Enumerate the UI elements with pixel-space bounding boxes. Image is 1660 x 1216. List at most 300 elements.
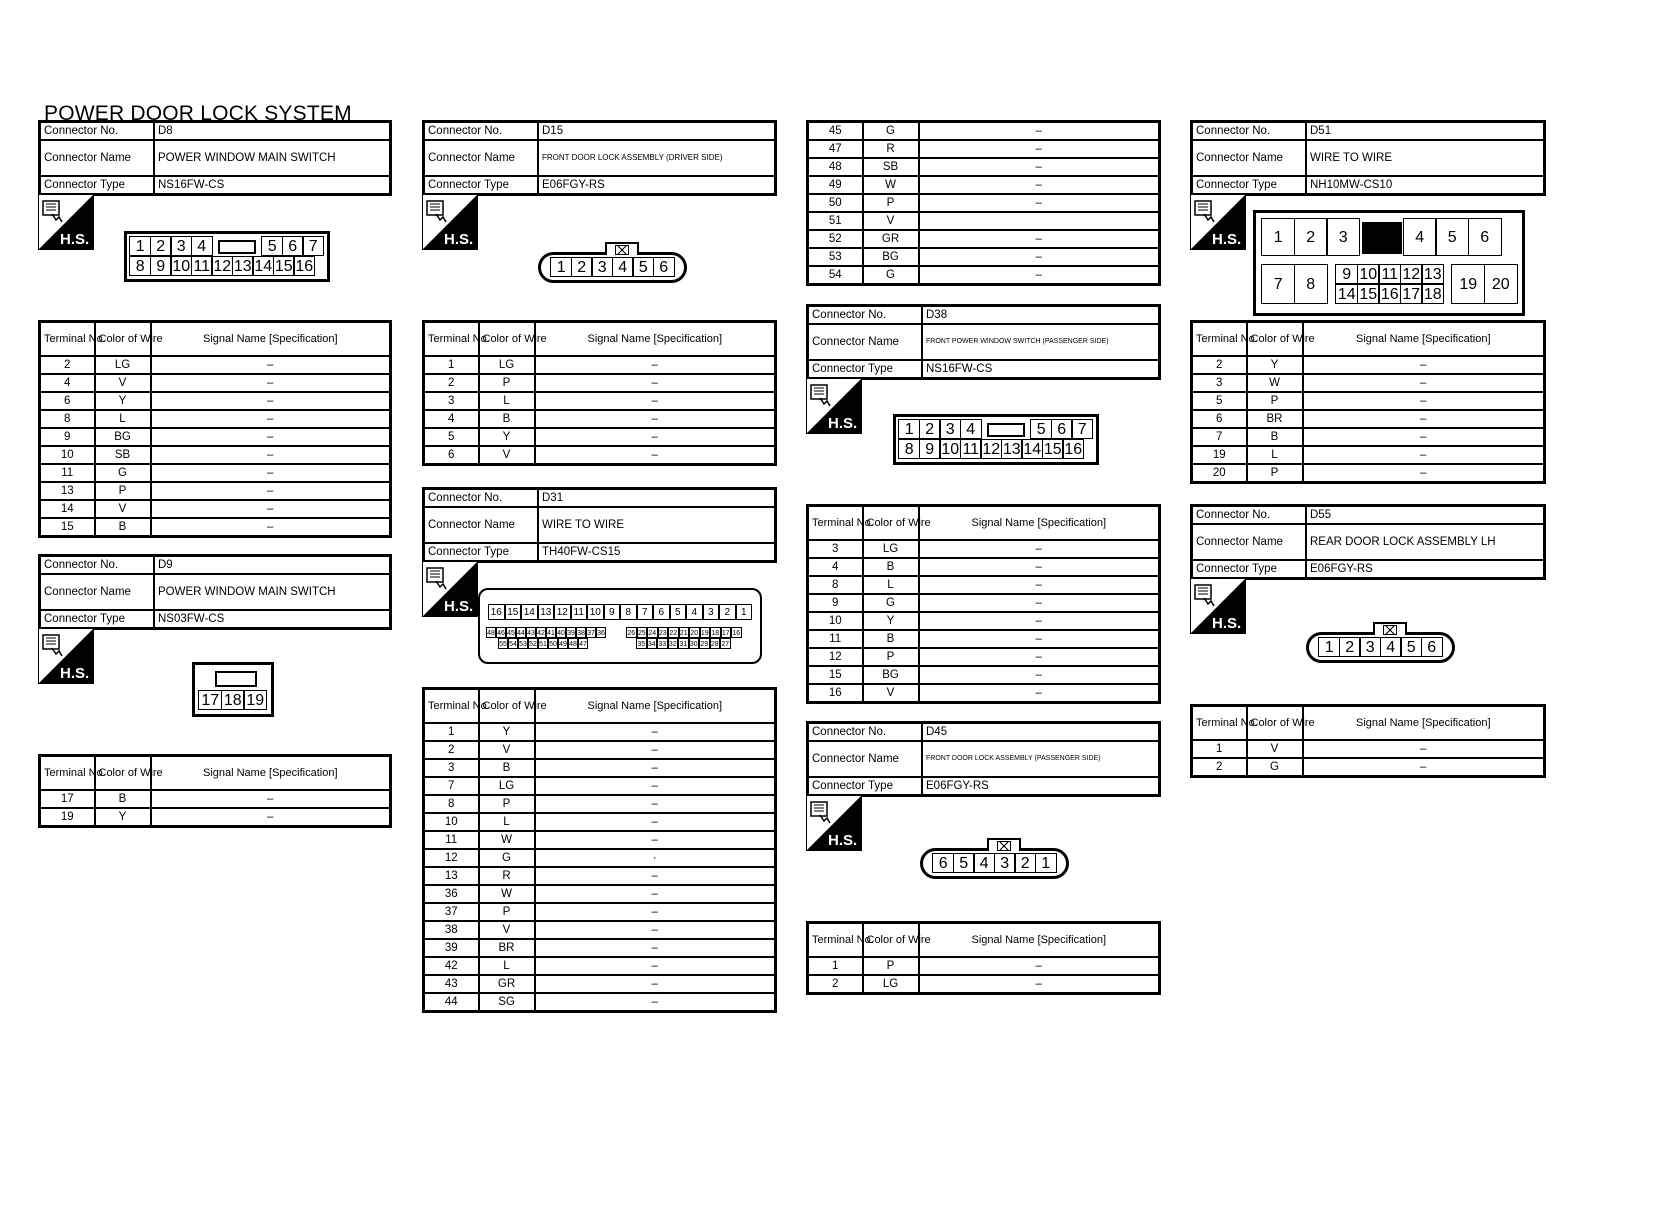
signal-name-cell: – <box>1303 446 1545 464</box>
wire-color-cell: W <box>479 885 535 903</box>
table-row <box>424 957 776 975</box>
wire-color-cell: P <box>863 648 919 666</box>
connector-pin: 9 <box>1335 264 1358 284</box>
connector-pin: 6 <box>653 604 670 620</box>
signal-name-cell: – <box>535 356 776 374</box>
signal-name-cell: – <box>535 723 776 741</box>
connector-type-value: NH10MW-CS10 <box>1306 176 1545 195</box>
signal-name-cell: – <box>535 831 776 849</box>
connector-pin: 10 <box>170 256 192 276</box>
connector-pin: 16 <box>1378 284 1401 304</box>
wire-color-cell: Y <box>479 428 535 446</box>
terminal-no-cell: 5 <box>1192 392 1247 410</box>
table-row <box>424 356 776 374</box>
connector-pin <box>1362 222 1402 254</box>
connector-name-value: POWER WINDOW MAIN SWITCH <box>154 574 391 610</box>
wire-color-cell: B <box>1247 428 1303 446</box>
label-connector-no: Connector No. <box>808 723 923 742</box>
harness-side-icon <box>38 194 94 250</box>
table-row <box>424 921 776 939</box>
table-row <box>1192 392 1545 410</box>
table-row <box>424 831 776 849</box>
connector-pin: 8 <box>620 604 637 620</box>
connector-d31-diagram <box>478 588 762 664</box>
header-color-of-wire: Color of Wire <box>1247 322 1303 357</box>
connector-pin: 44 <box>516 627 526 638</box>
connector-pin: 54 <box>508 638 518 649</box>
terminal-no-cell: 12 <box>808 648 863 666</box>
connector-pin: 28 <box>710 638 721 649</box>
terminal-no-cell: 3 <box>808 540 863 558</box>
connector-pin: 41 <box>546 627 556 638</box>
table-row <box>808 140 1160 158</box>
terminal-no-cell: 52 <box>808 230 863 248</box>
header-terminal-no: Terminal No. <box>40 756 95 791</box>
terminal-no-cell: 4 <box>40 374 95 392</box>
terminal-no-cell: 6 <box>424 446 479 465</box>
connector-d45-terminals <box>806 921 1161 995</box>
signal-name-cell: – <box>151 790 391 808</box>
connector-pin: 42 <box>536 627 546 638</box>
terminal-no-cell: 16 <box>808 684 863 703</box>
terminal-no-cell: 3 <box>1192 374 1247 392</box>
connector-pin: 5 <box>1400 637 1422 657</box>
table-row <box>1192 758 1545 777</box>
connector-d15-diagram <box>538 252 687 283</box>
connector-no-value: D55 <box>1306 506 1545 525</box>
connector-name-value: WIRE TO WIRE <box>538 507 776 543</box>
signal-name-cell: – <box>1303 410 1545 428</box>
connector-d8-terminals <box>38 320 392 538</box>
connector-d9-terminals <box>38 754 392 828</box>
table-row <box>40 374 391 392</box>
connector-type-value: E06FGY-RS <box>922 777 1160 796</box>
terminal-no-cell: 7 <box>1192 428 1247 446</box>
connector-pin: 46 <box>496 627 506 638</box>
connector-pin: 21 <box>679 627 690 638</box>
svg-text:H.S.: H.S. <box>1212 231 1242 248</box>
wire-color-cell: P <box>1247 392 1303 410</box>
terminal-no-cell: 36 <box>424 885 479 903</box>
connector-pin: 20 <box>689 627 700 638</box>
signal-name-cell: – <box>1303 740 1545 758</box>
terminal-no-cell: 15 <box>808 666 863 684</box>
connector-type-value: NS16FW-CS <box>154 176 391 195</box>
connector-d8-diagram <box>124 231 330 282</box>
connector-type-value: E06FGY-RS <box>1306 560 1545 579</box>
connector-d8-info <box>38 120 392 196</box>
connector-pin: 15 <box>1042 439 1064 459</box>
wire-color-cell: V <box>479 446 535 465</box>
connector-pin: 1 <box>1261 218 1295 256</box>
connector-pin: 17 <box>198 690 222 710</box>
harness-side-icon <box>806 795 862 851</box>
connector-pin: 36 <box>596 627 606 638</box>
signal-name-cell: – <box>919 666 1160 684</box>
wire-color-cell: V <box>95 500 151 518</box>
harness-side-icon <box>38 628 94 684</box>
table-row <box>424 867 776 885</box>
table-row <box>40 428 391 446</box>
wire-color-cell: B <box>95 790 151 808</box>
terminal-no-cell: 1 <box>424 356 479 374</box>
label-connector-type: Connector Type <box>1192 176 1307 195</box>
terminal-no-cell: 48 <box>808 158 863 176</box>
connector-pin: 22 <box>668 627 679 638</box>
connector-pin: 2 <box>1339 637 1361 657</box>
wire-color-cell: G <box>863 266 919 285</box>
terminal-no-cell: 13 <box>40 482 95 500</box>
signal-name-cell: – <box>535 867 776 885</box>
terminal-no-cell: 2 <box>40 356 95 374</box>
terminal-no-cell: 9 <box>808 594 863 612</box>
table-row <box>424 410 776 428</box>
connector-pin: 6 <box>1051 419 1073 439</box>
connector-pin: 4 <box>612 257 634 277</box>
connector-type-value: NS03FW-CS <box>154 610 391 629</box>
table-row <box>808 230 1160 248</box>
svg-text:H.S.: H.S. <box>444 598 474 615</box>
wire-color-cell: BG <box>863 666 919 684</box>
connector-latch <box>215 671 257 687</box>
connector-pin: 9 <box>150 256 172 276</box>
wire-color-cell: LG <box>863 540 919 558</box>
connector-pin: 29 <box>699 638 710 649</box>
header-signal-name: Signal Name [Specification] <box>1303 322 1545 357</box>
connector-name-value: FRONT POWER WINDOW SWITCH (PASSENGER SIDE) <box>922 324 1160 360</box>
connector-pin <box>218 240 256 254</box>
terminal-no-cell: 43 <box>424 975 479 993</box>
header-color-of-wire: Color of Wire <box>95 322 151 357</box>
table-row <box>808 666 1160 684</box>
connector-pin: 52 <box>528 638 538 649</box>
table-row <box>424 813 776 831</box>
connector-pin <box>987 423 1025 437</box>
header-signal-name: Signal Name [Specification] <box>151 756 391 791</box>
connector-pin: 30 <box>689 638 700 649</box>
connector-pin: 48 <box>568 638 578 649</box>
wire-color-cell: L <box>479 392 535 410</box>
signal-name-cell: – <box>919 684 1160 703</box>
header-color-of-wire: Color of Wire <box>479 322 535 357</box>
connector-pin: 15 <box>273 256 295 276</box>
wire-color-cell: LG <box>479 356 535 374</box>
table-row <box>808 576 1160 594</box>
terminal-no-cell: 2 <box>808 975 863 994</box>
connector-pin: 17 <box>721 627 732 638</box>
connector-d31-terminals-continued <box>806 120 1161 286</box>
connector-pin: 2 <box>571 257 593 277</box>
wire-color-cell: BG <box>95 428 151 446</box>
header-color-of-wire: Color of Wire <box>863 923 919 958</box>
table-row <box>40 808 391 827</box>
signal-name-cell: – <box>151 482 391 500</box>
table-row <box>808 648 1160 666</box>
table-row <box>424 759 776 777</box>
connector-pin: 5 <box>632 257 654 277</box>
wire-color-cell: G <box>95 464 151 482</box>
table-row <box>1192 428 1545 446</box>
connector-pin: 4 <box>960 419 982 439</box>
label-connector-name: Connector Name <box>424 140 539 176</box>
connector-no-value: D31 <box>538 489 776 508</box>
connector-no-value: D45 <box>922 723 1160 742</box>
connector-pin: 51 <box>538 638 548 649</box>
connector-d38-info <box>806 304 1161 380</box>
connector-pin: 13 <box>538 604 555 620</box>
wire-color-cell: B <box>863 630 919 648</box>
signal-name-cell: – <box>151 356 391 374</box>
signal-name-cell: – <box>919 158 1160 176</box>
connector-pin: 13 <box>1001 439 1023 459</box>
wire-color-cell: W <box>863 176 919 194</box>
terminal-no-cell: 4 <box>808 558 863 576</box>
connector-pin: 1 <box>898 419 920 439</box>
connector-d31-info <box>422 487 777 563</box>
connector-pin: 6 <box>282 236 304 256</box>
connector-pin: 3 <box>591 257 613 277</box>
terminal-no-cell: 38 <box>424 921 479 939</box>
connector-pin: 12 <box>211 256 233 276</box>
connector-pin: 4 <box>1403 218 1437 256</box>
connector-pin: 19 <box>243 690 267 710</box>
harness-side-icon <box>422 194 478 250</box>
signal-name-cell: – <box>919 230 1160 248</box>
connector-pin: 23 <box>658 627 669 638</box>
header-signal-name: Signal Name [Specification] <box>919 923 1160 958</box>
table-row <box>808 630 1160 648</box>
signal-name-cell: – <box>535 741 776 759</box>
terminal-no-cell: 11 <box>40 464 95 482</box>
connector-pin: 3 <box>939 419 961 439</box>
signal-name-cell: – <box>919 975 1160 994</box>
wire-color-cell: V <box>479 921 535 939</box>
label-connector-no: Connector No. <box>40 122 155 141</box>
connector-pin: 34 <box>647 638 658 649</box>
connector-d51-info <box>1190 120 1546 196</box>
header-terminal-no: Terminal No. <box>808 923 863 958</box>
connector-type-value: TH40FW-CS15 <box>538 543 776 562</box>
signal-name-cell: – <box>535 428 776 446</box>
signal-name-cell: – <box>535 921 776 939</box>
connector-pin: 37 <box>586 627 596 638</box>
connector-pin: 6 <box>1468 218 1502 256</box>
svg-text:H.S.: H.S. <box>1212 615 1242 632</box>
signal-name-cell: – <box>151 446 391 464</box>
connector-pin: 3 <box>703 604 720 620</box>
terminal-no-cell: 39 <box>424 939 479 957</box>
table-row <box>808 194 1160 212</box>
header-signal-name: Signal Name [Specification] <box>1303 706 1545 741</box>
connector-pin: 48 <box>486 627 496 638</box>
signal-name-cell: – <box>535 885 776 903</box>
connector-pin: 26 <box>626 627 637 638</box>
connector-pin: 5 <box>953 853 975 873</box>
table-row <box>424 374 776 392</box>
connector-pin: 12 <box>1400 264 1423 284</box>
terminal-no-cell: 8 <box>40 410 95 428</box>
wire-color-cell: BG <box>863 248 919 266</box>
wire-color-cell: Y <box>479 723 535 741</box>
connector-pin: 2 <box>1014 853 1036 873</box>
connector-latch <box>605 242 639 255</box>
signal-name-cell: – <box>535 446 776 465</box>
connector-pin: 15 <box>1357 284 1380 304</box>
connector-no-value: D51 <box>1306 122 1545 141</box>
signal-name-cell: – <box>535 993 776 1012</box>
table-row <box>1192 374 1545 392</box>
header-terminal-no: Terminal No. <box>40 322 95 357</box>
table-row <box>424 939 776 957</box>
connector-pin: 11 <box>1378 264 1401 284</box>
signal-name-cell: – <box>919 630 1160 648</box>
wire-color-cell: BR <box>1247 410 1303 428</box>
label-connector-name: Connector Name <box>1192 524 1307 560</box>
wire-color-cell: SB <box>95 446 151 464</box>
table-row <box>424 723 776 741</box>
terminal-no-cell: 17 <box>40 790 95 808</box>
connector-d51-diagram <box>1253 210 1525 316</box>
table-row <box>808 248 1160 266</box>
connector-name-value: FRONT DOOR LOCK ASSEMBLY (PASSENGER SIDE) <box>922 741 1160 777</box>
signal-name-cell: – <box>919 194 1160 212</box>
table-row <box>424 392 776 410</box>
connector-pin: 7 <box>1261 264 1295 304</box>
signal-name-cell: – <box>919 594 1160 612</box>
terminal-no-cell: 42 <box>424 957 479 975</box>
connector-pin: 9 <box>604 604 621 620</box>
connector-pin: 4 <box>686 604 703 620</box>
terminal-no-cell: 4 <box>424 410 479 428</box>
signal-name-cell: – <box>535 813 776 831</box>
table-row <box>424 428 776 446</box>
wire-color-cell: B <box>479 759 535 777</box>
header-terminal-no: Terminal No. <box>424 689 479 724</box>
signal-name-cell <box>919 212 1160 230</box>
svg-text:H.S.: H.S. <box>828 832 858 849</box>
connector-pin: 24 <box>647 627 658 638</box>
signal-name-cell: – <box>1303 758 1545 777</box>
wire-color-cell: R <box>863 140 919 158</box>
connector-pin: 11 <box>960 439 982 459</box>
connector-pin: 6 <box>653 257 675 277</box>
table-row <box>424 446 776 465</box>
connector-pin: 1 <box>550 257 572 277</box>
terminal-no-cell: 9 <box>40 428 95 446</box>
page-title: POWER DOOR LOCK SYSTEM <box>44 102 352 125</box>
wire-color-cell: G <box>1247 758 1303 777</box>
terminal-no-cell: 10 <box>808 612 863 630</box>
svg-text:H.S.: H.S. <box>828 415 858 432</box>
connector-pin: 6 <box>932 853 954 873</box>
connector-pin: 2 <box>719 604 736 620</box>
header-color-of-wire: Color of Wire <box>479 689 535 724</box>
signal-name-cell: – <box>1303 374 1545 392</box>
connector-pin: 8 <box>129 256 151 276</box>
label-connector-name: Connector Name <box>1192 140 1307 176</box>
table-row <box>40 464 391 482</box>
harness-side-icon <box>422 561 478 617</box>
label-connector-type: Connector Type <box>808 360 923 379</box>
connector-pin: 5 <box>670 604 687 620</box>
connector-pin: 4 <box>973 853 995 873</box>
table-row <box>808 975 1160 994</box>
connector-pin: 5 <box>261 236 283 256</box>
label-connector-type: Connector Type <box>40 610 155 629</box>
harness-side-icon <box>806 378 862 434</box>
terminal-no-cell: 49 <box>808 176 863 194</box>
connector-pin: 40 <box>556 627 566 638</box>
connector-d45-info <box>806 721 1161 797</box>
connector-pin: 16 <box>293 256 315 276</box>
connector-d45-diagram <box>920 848 1069 879</box>
terminal-no-cell: 19 <box>1192 446 1247 464</box>
connector-pin: 49 <box>558 638 568 649</box>
connector-pin: 18 <box>1421 284 1444 304</box>
wire-color-cell: L <box>479 813 535 831</box>
terminal-no-cell: 12 <box>424 849 479 867</box>
connector-pin: 11 <box>191 256 213 276</box>
connector-pin: 32 <box>668 638 679 649</box>
connector-pin: 13 <box>1421 264 1444 284</box>
wire-color-cell: V <box>479 741 535 759</box>
label-connector-type: Connector Type <box>40 176 155 195</box>
connector-pin: 5 <box>1030 419 1052 439</box>
table-row <box>40 356 391 374</box>
connector-pin: 16 <box>488 604 505 620</box>
wire-color-cell: G <box>479 849 535 867</box>
connector-pin: 38 <box>576 627 586 638</box>
connector-pin: 8 <box>1294 264 1328 304</box>
connector-name-value: FRONT DOOR LOCK ASSEMBLY (DRIVER SIDE) <box>538 140 776 176</box>
connector-pin: 45 <box>506 627 516 638</box>
connector-pin: 19 <box>1451 264 1485 304</box>
wire-color-cell: SB <box>863 158 919 176</box>
header-terminal-no: Terminal No. <box>1192 322 1247 357</box>
signal-name-cell: – <box>151 392 391 410</box>
wire-color-cell: V <box>863 212 919 230</box>
connector-no-value: D8 <box>154 122 391 141</box>
table-row <box>808 266 1160 285</box>
wire-color-cell: G <box>863 594 919 612</box>
connector-pin: 18 <box>221 690 245 710</box>
connector-name-value: POWER WINDOW MAIN SWITCH <box>154 140 391 176</box>
table-row <box>808 212 1160 230</box>
terminal-no-cell: 20 <box>1192 464 1247 483</box>
signal-name-cell: – <box>151 518 391 537</box>
terminal-no-cell: 15 <box>40 518 95 537</box>
terminal-no-cell: 51 <box>808 212 863 230</box>
terminal-no-cell: 1 <box>424 723 479 741</box>
connector-pin: 15 <box>505 604 522 620</box>
connector-latch <box>987 838 1021 851</box>
connector-pin: 39 <box>566 627 576 638</box>
connector-pin: 31 <box>678 638 689 649</box>
terminal-no-cell: 14 <box>40 500 95 518</box>
header-terminal-no: Terminal No. <box>424 322 479 357</box>
table-row <box>808 540 1160 558</box>
connector-pin: 25 <box>637 627 648 638</box>
wire-color-cell: Y <box>95 392 151 410</box>
connector-pin: 14 <box>252 256 274 276</box>
terminal-no-cell: 3 <box>424 759 479 777</box>
terminal-no-cell: 54 <box>808 266 863 285</box>
table-row <box>1192 740 1545 758</box>
label-connector-no: Connector No. <box>1192 122 1307 141</box>
label-connector-name: Connector Name <box>40 574 155 610</box>
harness-side-icon <box>1190 194 1246 250</box>
connector-pin: 3 <box>170 236 192 256</box>
